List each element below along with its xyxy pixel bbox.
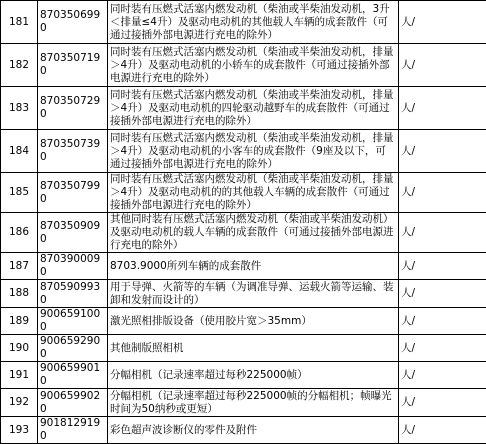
- table-row: [1, 1, 486, 44]
- unit: 人/: [399, 130, 486, 173]
- row-number: 187: [1, 253, 38, 280]
- hs-code: 9006599020: [38, 389, 108, 417]
- unit: 人/: [399, 213, 486, 253]
- unit: 人/: [399, 173, 486, 213]
- unit: 人/: [399, 362, 486, 389]
- unit: 人/: [399, 280, 486, 308]
- table-row: [1, 253, 486, 280]
- product-description: 其他制版照相机: [108, 335, 399, 362]
- table-row: [1, 362, 486, 389]
- row-number: 183: [1, 87, 38, 130]
- unit: 人/: [399, 389, 486, 417]
- product-description: 同时装有压燃式活塞内燃发动机（柴油或半柴油发动机，排量＞4升）及驱动电动机的小轿车的成套散件（可通过接插外部电源进行充电的除外）: [108, 44, 399, 87]
- hs-code: 8703509090: [38, 213, 108, 253]
- table-row: [1, 130, 486, 173]
- hs-code: 9006591000: [38, 308, 108, 335]
- product-description: 分幅相机（记录速率超过每秒225000帧的分幅相机；帧曝光时间为50纳秒或更短）: [108, 389, 399, 417]
- unit: 人/: [399, 308, 486, 335]
- unit: 人/: [399, 87, 486, 130]
- product-description: 同时装有压燃式活塞内燃发动机（柴油或半柴油发动机，排量＞4升）及驱动电动机的的其他载人车辆的成套散件（可通过接插外部电源进行充电的除外）: [108, 173, 399, 213]
- table-row: [1, 389, 486, 417]
- table-row: [1, 308, 486, 335]
- hs-code: 8703507990: [38, 173, 108, 213]
- row-number: 186: [1, 213, 38, 253]
- row-number: 185: [1, 173, 38, 213]
- hs-code: 9006592900: [38, 335, 108, 362]
- hs-code: 8703507190: [38, 44, 108, 87]
- row-number: 184: [1, 130, 38, 173]
- table-row: [1, 87, 486, 130]
- hs-code: 8705909930: [38, 280, 108, 308]
- product-description: 8703.9000所列车辆的成套散件: [108, 253, 399, 280]
- table-row: [1, 213, 486, 253]
- unit: 人/: [399, 335, 486, 362]
- row-number: 193: [1, 417, 38, 444]
- table-row: [1, 173, 486, 213]
- unit: 人/: [399, 1, 486, 44]
- unit: 人/: [399, 44, 486, 87]
- product-description: 激光照相排版设备（使用胶片宽＞35mm）: [108, 308, 399, 335]
- row-number: 182: [1, 44, 38, 87]
- table-body: [1, 1, 486, 444]
- row-number: 189: [1, 308, 38, 335]
- row-number: 181: [1, 1, 38, 44]
- hs-code: 8703900090: [38, 253, 108, 280]
- table-row: [1, 335, 486, 362]
- hs-code: 9006599010: [38, 362, 108, 389]
- hs-code: 8703507390: [38, 130, 108, 173]
- unit: 人/: [399, 417, 486, 444]
- row-number: 188: [1, 280, 38, 308]
- table-row: [1, 280, 486, 308]
- row-number: 191: [1, 362, 38, 389]
- product-description: 用于导弹、火箭等的车辆（为调准导弹、运载火箭等运输、装卸和发射而设计的）: [108, 280, 399, 308]
- hs-code: 9018129190: [38, 417, 108, 444]
- row-number: 192: [1, 389, 38, 417]
- product-description: 同时装有压燃式活塞内燃发动机（柴油或半柴油发动机，排量＞4升）及驱动电动机的小客车的成套散件（9座及以下，可通过接插外部电源进行充电的除外）: [108, 130, 399, 173]
- hs-code: 8703507290: [38, 87, 108, 130]
- product-description: 其他同时装有压燃式活塞内燃发动机（柴油或半柴油发动机）及驱动电动机的载人车辆的成套散件（可通过接插外部电源进行充电的除外）: [108, 213, 399, 253]
- product-description: 同时装有压燃式活塞内燃发动机（柴油或半柴油发动机，3升＜排量≤4升）及驱动电动机的其他载人车辆的成套散件（可通过接插外部电源进行充电的除外）: [108, 1, 399, 44]
- product-description: 分幅相机（记录速率超过每秒225000帧）: [108, 362, 399, 389]
- table-row: [1, 417, 486, 444]
- row-number: 190: [1, 335, 38, 362]
- hs-code: 8703506990: [38, 1, 108, 44]
- table-row: [1, 44, 486, 87]
- product-description: 彩色超声波诊断仪的零件及附件: [108, 417, 399, 444]
- product-description: 同时装有压燃式活塞内燃发动机（柴油或半柴油发动机，排量＞4升）及驱动电动机的四轮驱动越野车的成套散件（可通过接插外部电源进行充电的除外）: [108, 87, 399, 130]
- unit: 人/: [399, 253, 486, 280]
